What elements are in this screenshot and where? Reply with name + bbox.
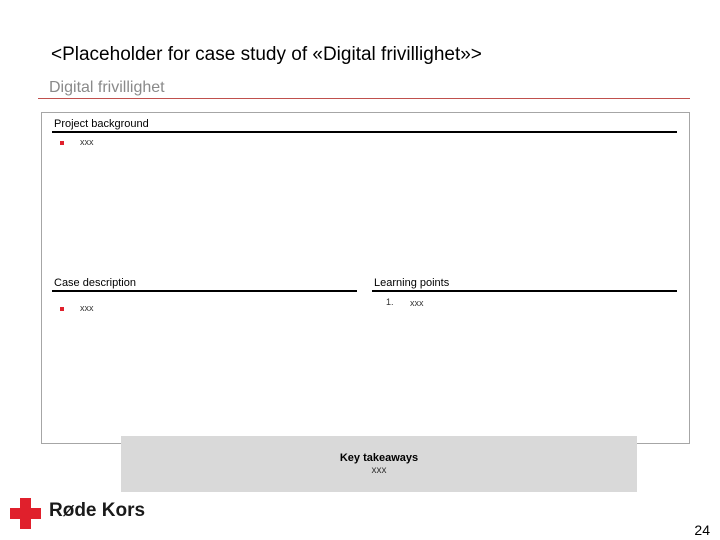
slide-subtitle: Digital frivillighet <box>49 79 165 96</box>
case-description-heading: Case description <box>54 277 136 289</box>
bullet-icon <box>60 307 64 311</box>
learning-points-rule <box>372 290 677 292</box>
key-takeaways-heading: Key takeaways <box>339 452 419 464</box>
learning-points-heading: Learning points <box>374 277 450 289</box>
content-frame <box>41 112 690 444</box>
key-takeaways-box <box>121 436 637 492</box>
learning-point-text: xxx <box>410 298 424 308</box>
bullet-icon <box>60 141 64 145</box>
learning-point-number: 1. <box>386 297 394 307</box>
project-background-text: xxx <box>80 137 94 147</box>
project-background-heading: Project background <box>54 118 149 130</box>
project-background-rule <box>52 131 677 133</box>
case-description-text: xxx <box>80 303 94 313</box>
logo-wordmark: Røde Kors <box>49 500 146 521</box>
page-number: 24 <box>694 522 710 538</box>
slide-title: <Placeholder for case study of «Digital frivillighet»> <box>51 44 482 65</box>
subtitle-divider <box>38 98 690 99</box>
red-cross-icon <box>10 498 41 529</box>
case-description-rule <box>52 290 357 292</box>
key-takeaways-text: xxx <box>371 465 387 476</box>
